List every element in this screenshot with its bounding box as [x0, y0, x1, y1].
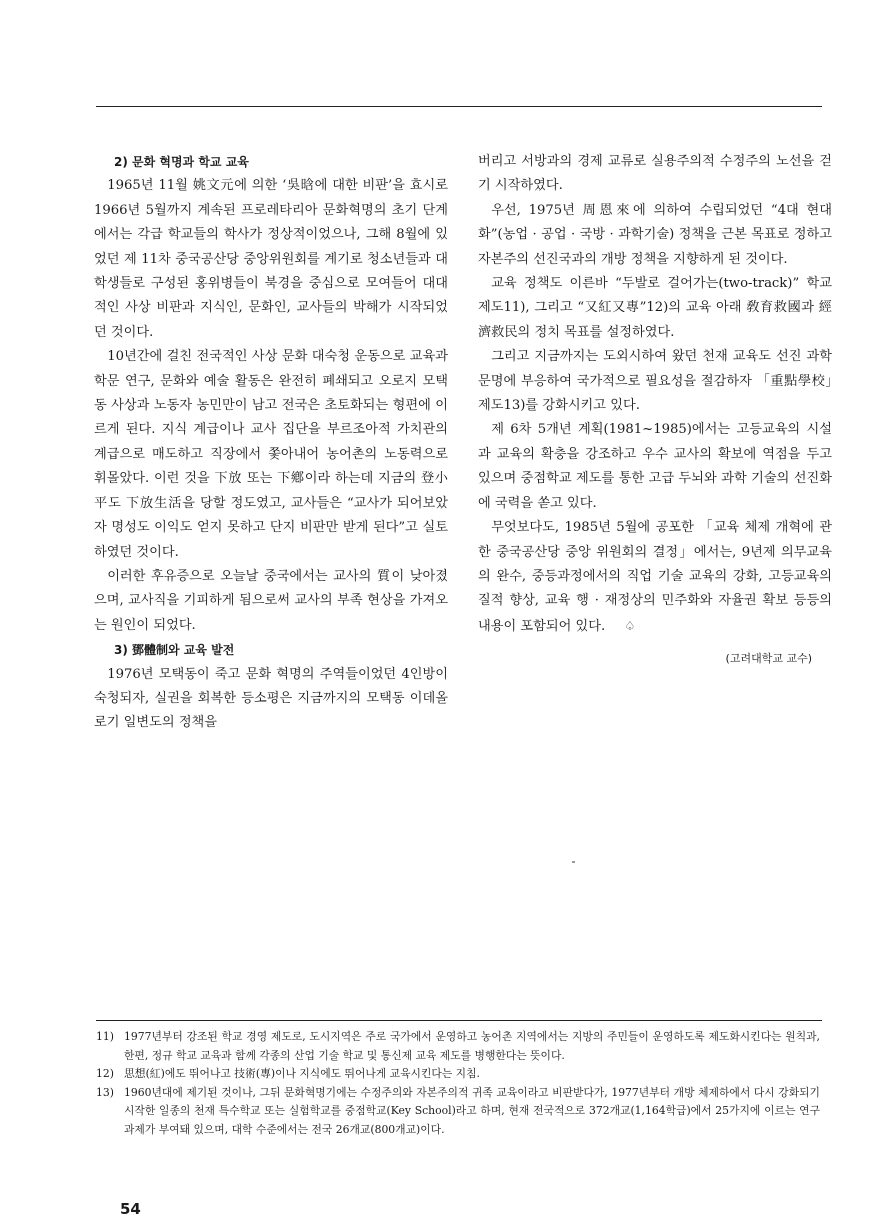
footnote-text: 1960년대에 제기된 것이나, 그뒤 문화혁명기에는 수정주의와 자본주의적 귀족 교육이라고 비판받다가, 1977년부터 개방 체제하에서 다시 강화되기 시작한 일종의 천재 특수학교 또는 실험학교를 중점학교(Key School)라고 하며, 현재 전국적으로 372개교(1,164학급)에서 25가지에 이르는 연구 과제가 부여돼 있으며, 대학 수준에서는 전국 26개교(800개교)이다. [124, 1085, 820, 1136]
paragraph: 그리고 지금까지는 도외시하여 왔던 천재 교육도 선진 과학 문명에 부응하여 국가적으로 필요성을 절감하자 「重點學校」제도13)를 강화시키고 있다. [478, 349, 832, 414]
section-heading-cultural-revolution: 2) 문화 혁명과 학교 교육 [114, 155, 249, 169]
end-mark-icon: ♤ [624, 618, 636, 633]
footnote-number: 11) [96, 1030, 114, 1043]
paragraph-continued: 버리고 서방과의 경제 교류로 실용주의적 수정주의 노선을 걷기 시작하였다. [478, 154, 832, 194]
footnote-text: 1977년부터 강조된 학교 경영 제도로, 도시지역은 주로 국가에서 운영하고 농어촌 지역에서는 지방의 주민들이 운영하도록 제도화시킨다는 원칙과, 한편, 정규 학교 교육과 함께 각종의 산업 기술 학교 및 통신제 교육 제도를 병행한다는 뜻이다. [124, 1030, 820, 1062]
paragraph: 제 6차 5개년 계획(1981~1985)에서는 고등교육의 시설과 교육의 확충을 강조하고 우수 교사의 확보에 역점을 두고 있으며 중점학교 제도를 통한 고급 두뇌와 과학 기술의 선진화에 국력을 쏟고 있다. [478, 422, 832, 511]
footnote-number: 13) [96, 1085, 114, 1099]
scan-speck [572, 861, 575, 863]
footnote [96, 1028, 820, 1065]
paragraph: 1976년 모택동이 죽고 문화 혁명의 주역들이었던 4인방이 숙청되자, 실권을 회복한 등소평은 지금까지의 모택동 이데올로기 일변도의 정책을 [94, 666, 448, 731]
footnotes [96, 1028, 820, 1140]
paragraph: 우선, 1975년 周恩來에 의하여 수립되었던 “4대 현대화”(농업 · 공업 · 국방 · 과학기술) 정책을 근본 목표로 정하고 자본주의 선진국과의 개방 정책을 지향하게 된 것이다. [478, 202, 832, 267]
paragraph-text: 무엇보다도, 1985년 5월에 공포한 「교육 체제 개혁에 관한 중국공산당 중앙 위원회의 결정」에서는, 9년제 의무교육의 완수, 중등과정에서의 직업 기술 교육의 강화, 고등교육의 질적 향상, 교육 행 · 재정상의 민주화와 자율권 확보 등등의 내용이 포함되어 있다. [478, 520, 832, 634]
footnote-rule [96, 1020, 822, 1021]
right-column [478, 150, 832, 672]
paragraph: 교육 정책도 이른바 “두발로 걸어가는(two-track)” 학교 제도11), 그리고 “又紅又專”12)의 교육 아래 敎育救國과 經濟救民의 정치 목표를 설정하였다. [478, 276, 832, 340]
footnote-text: 思想(紅)에도 뛰어나고 技術(專)이나 지식에도 뛰어나게 교육시킨다는 지침. [124, 1067, 480, 1081]
paragraph [478, 516, 832, 639]
author-affiliation: (고려대학교 교수) [725, 652, 812, 666]
page-number: 54 [120, 1200, 141, 1218]
footnote [96, 1065, 820, 1084]
footnote [96, 1084, 820, 1140]
paragraph: 1965년 11월 姚文元에 의한 ‘吳晗에 대한 비판’을 효시로 1966년 5월까지 계속된 프로레타리아 문화혁명의 초기 단계에서는 각급 학교들의 학사가 정상적이었으나, 그해 8월에 있었던 제 11차 중국공산당 중앙위원회를 계기로 청소년들과 대학생들로 구성된 홍위병들이 북경을 중심으로 모여들어 대대적인 사상 비판과 지식인, 문화인, 교사들의 박해가 시작되었던 것이다. [94, 178, 448, 340]
left-column [94, 150, 448, 736]
header-rule [96, 106, 822, 107]
paragraph: 이러한 후유증으로 오늘날 중국에서는 교사의 質이 낮아졌으며, 교사직을 기피하게 됨으로써 교사의 부족 현상을 가져오는 원인이 되었다. [94, 568, 448, 633]
paragraph: 10년간에 걸친 전국적인 사상 문화 대숙청 운동으로 교육과 학문 연구, 문화와 예술 활동은 완전히 폐쇄되고 오로지 모택동 사상과 노동자 농민만이 남고 전국은 초토화되는 형편에 이르게 된다. 지식 계급이나 교사 집단을 부르조아적 가치관의 계급으로 매도하고 직장에서 쫓아내어 농어촌의 노동력으로 휘몰았다. 이런 것을 下放 또는 下鄕이라 하는데 지금의 登小平도 下放生活을 당할 정도였고, 교사들은 “교사가 되어보았자 명성도 이익도 얻지 못하고 단지 비판만 받게 된다”고 실토하였던 것이다. [94, 349, 448, 560]
footnote-number: 12) [96, 1067, 114, 1081]
section-heading-deng-system: 3) 鄧體制와 교육 발전 [114, 643, 235, 658]
